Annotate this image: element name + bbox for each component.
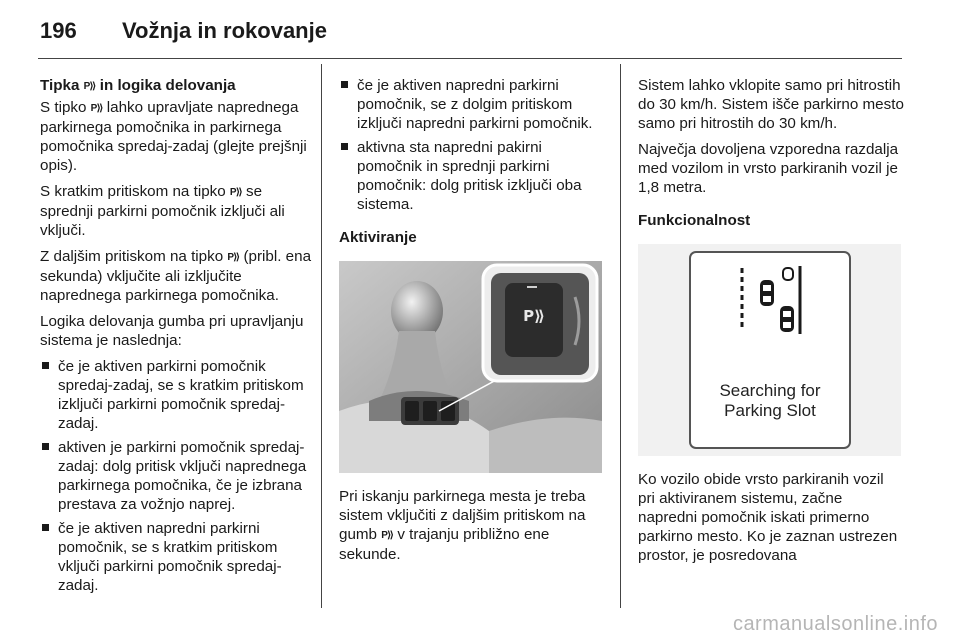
parking-assist-icon: P⟫	[229, 187, 242, 198]
page-title: Vožnja in rokovanje	[122, 18, 327, 43]
paragraph: Ko vozilo obide vrsto parkiranih vozil pri aktiviranem sistemu, začne napredni pomočnik iskati primerno parkirno mesto. Ko je zaznan ustrezen prostor, je posredovana	[638, 471, 898, 564]
vehicle-icon	[760, 280, 774, 306]
list-item: če je aktiven napredni parkirni pomočnik, se s kratkim pritiskom vključi parkirni pomočnik spredaj-zadaj.	[40, 519, 312, 595]
paragraph: Logika delovanja gumba pri upravljanju sistema je naslednja:	[40, 313, 304, 349]
column-1	[40, 76, 312, 600]
page-number: 196	[40, 18, 77, 43]
parking-assist-icon: P⟫	[523, 307, 545, 325]
section-heading-activation: Aktiviranje	[339, 229, 417, 246]
display-message-line-2: Parking Slot	[724, 401, 816, 420]
page-header	[40, 18, 327, 48]
list-item: če je aktiven parkirni pomočnik spredaj-zadaj, se s kratkim pritiskom izključi parkirni pomočnik spredaj-zadaj.	[40, 357, 312, 433]
column-divider	[321, 64, 322, 608]
paragraph: Sistem lahko vklopite samo pri hitrostih do 30 km/h. Sistem išče parkirno mesto samo pri hitrostih do 30 km/h.	[638, 77, 904, 132]
console-button-photo	[339, 261, 602, 473]
column-divider	[620, 64, 621, 608]
section-heading-button-logic: Tipka P⟫ in logika delovanja	[40, 77, 236, 94]
paragraph: Največja dovoljena vzporedna razdalja med vozilom in vrsto parkiranih vozil je 1,8 metra.	[638, 141, 899, 196]
list-item: če je aktiven napredni parkirni pomočnik, se z dolgim pritiskom izključi napredni parkirni pomočnik.	[339, 76, 605, 133]
display-message-line-1: Searching for	[719, 381, 821, 400]
parking-assist-icon: P⟫	[227, 252, 240, 263]
section-heading-functionality: Funkcionalnost	[638, 212, 751, 229]
info-display-illustration	[638, 244, 901, 456]
parking-assist-icon: P⟫	[90, 103, 103, 114]
paragraph: S kratkim pritiskom na tipko P⟫ se sprednji parkirni pomočnik izključi ali vključi.	[40, 183, 285, 239]
header-rule	[38, 58, 902, 59]
watermark: carmanualsonline.info	[732, 613, 938, 635]
parked-car-icon	[780, 306, 794, 332]
column-2	[339, 76, 605, 571]
parking-assist-icon: P⟫	[381, 530, 394, 541]
paragraph: S tipko P⟫ lahko upravljate naprednega parkirnega pomočnika in parkirnega pomočnika spredaj-zadaj (glejte prejšnji opis).	[40, 99, 307, 174]
list-item: aktiven je parkirni pomočnik spredaj-zadaj: dolg pritisk vključi naprednega parkirnega pomočnika, če je izbrana prestava za vožnjo naprej.	[40, 438, 312, 514]
column-3	[638, 76, 904, 572]
paragraph: Pri iskanju parkirnega mesta je treba sistem vključiti z daljšim pritiskom na gumb P⟫ v trajanju približno ene sekunde.	[339, 488, 586, 563]
paragraph: Z daljšim pritiskom na tipko P⟫ (pribl. ena sekunda) vključite ali izključite naprednega parkirnega pomočnika.	[40, 248, 312, 304]
parking-assist-icon: P⟫	[83, 81, 96, 92]
list-item: aktivna sta napredni pakirni pomočnik in sprednji parkirni pomočnik: dolg pritisk izključi oba sistema.	[339, 138, 605, 214]
